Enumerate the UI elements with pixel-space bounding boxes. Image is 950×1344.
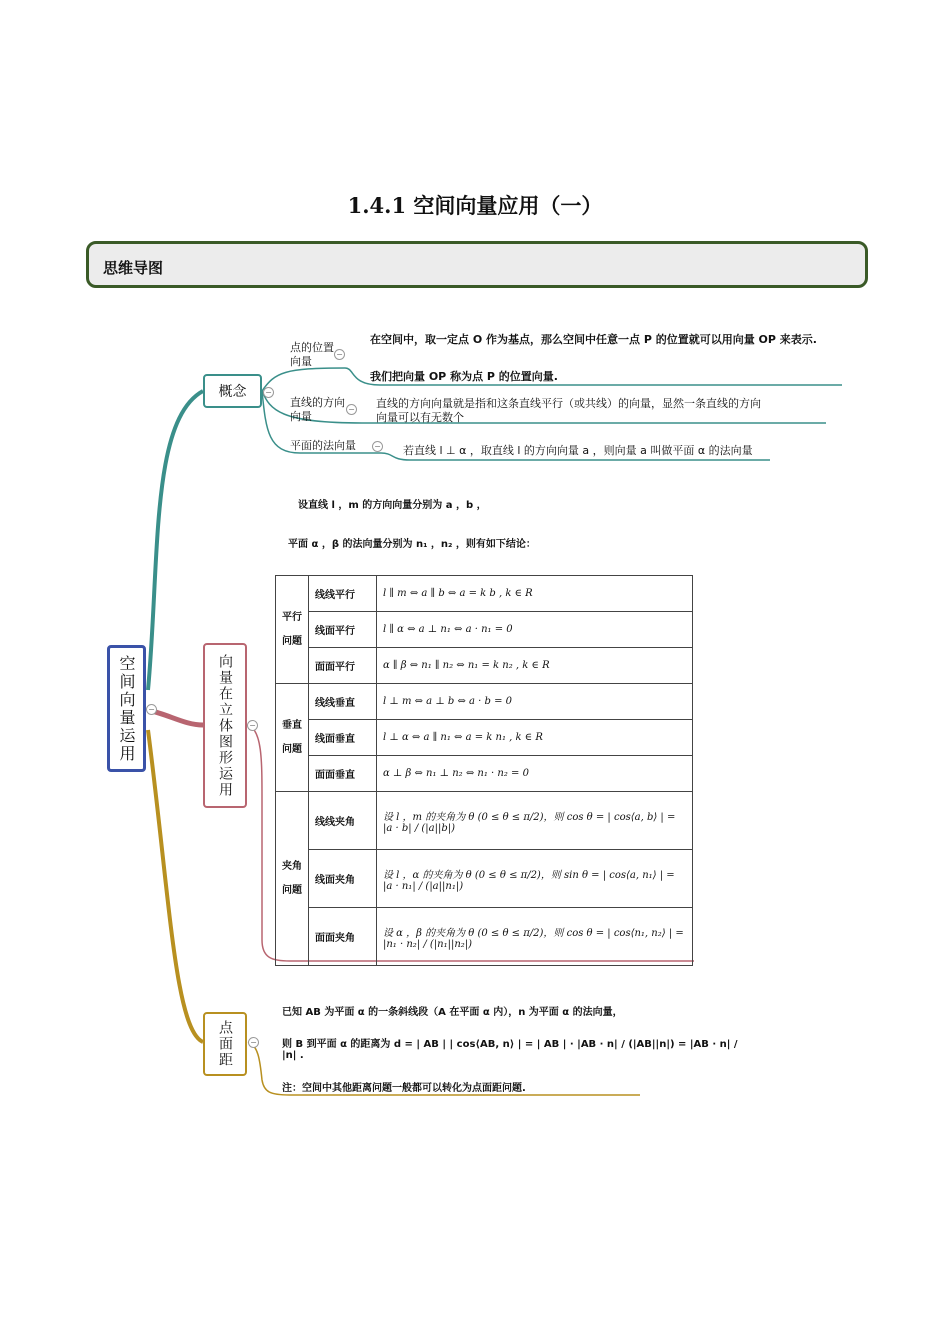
row-formula: 设 l ，m 的夹角为 θ (0 ≤ θ ≤ π/2)，则 cos θ = | cos⟨a, b⟩ | = |a · b| / (|a||b|): [377, 792, 693, 850]
concept-normal-line1: 若直线 l ⊥ α ，取直线 l 的方向向量 a ，则向量 a 叫做平面 α 的法向量: [403, 444, 753, 457]
table-row: [276, 612, 693, 648]
connector-root-concept: [148, 391, 203, 690]
row-name: 线面平行: [309, 612, 377, 648]
branch-application-label: 向量在立体图形运用: [217, 653, 233, 798]
concept-direction-line2: 向量可以有无数个: [376, 411, 464, 424]
category-angle: 夹角问题: [276, 792, 309, 966]
application-intro-1: 设直线 l ，m 的方向向量分别为 a ，b ，: [298, 500, 487, 511]
row-formula: l ∥ α ⇔ a ⊥ n₁ ⇔ a · n₁ = 0: [377, 612, 693, 648]
concept-position-label: 点的位置向量: [290, 341, 334, 368]
table-row: [276, 576, 693, 612]
distance-line-1: 已知 AB 为平面 α 的一条斜线段（A 在平面 α 内），n 为平面 α 的法向量，: [282, 1007, 623, 1018]
formula-table: [275, 575, 693, 966]
root-node[interactable]: [107, 645, 146, 772]
table-row: [276, 720, 693, 756]
table-row: [276, 684, 693, 720]
collapse-icon[interactable]: −: [346, 404, 357, 415]
branch-concept[interactable]: [203, 374, 262, 408]
category-perpendicular: 垂直问题: [276, 684, 309, 792]
concept-normal-label: 平面的法向量: [290, 439, 356, 452]
table-row: [276, 648, 693, 684]
root-node-label: 空间向量运用: [117, 654, 136, 763]
distance-line-2: 则 B 到平面 α 的距离为 d = | AB | | cos⟨AB, n⟩ | = | AB | · |AB · n| / (|AB||n|) = |AB · n| / |n| .: [282, 1039, 738, 1061]
row-formula: α ⊥ β ⇔ n₁ ⊥ n₂ ⇔ n₁ · n₂ = 0: [377, 756, 693, 792]
table-row: [276, 908, 693, 966]
row-name: 线线夹角: [309, 792, 377, 850]
page-title: 1.4.1 空间向量应用（一）: [347, 193, 603, 218]
collapse-icon[interactable]: −: [334, 349, 345, 360]
row-name: 线线垂直: [309, 684, 377, 720]
row-name: 线线平行: [309, 576, 377, 612]
branch-distance[interactable]: [203, 1012, 247, 1076]
row-formula: l ⊥ m ⇔ a ⊥ b ⇔ a · b = 0: [377, 684, 693, 720]
concept-direction-line1: 直线的方向向量就是指和这条直线平行（或共线）的向量，显然一条直线的方向: [376, 397, 761, 410]
concept-position-line2: 我们把向量 OP 称为点 P 的位置向量.: [370, 370, 558, 383]
section-banner-label: 思维导图: [103, 259, 164, 277]
branch-concept-label: 概念: [218, 384, 247, 400]
application-intro-2: 平面 α ，β 的法向量分别为 n₁ ，n₂ ，则有如下结论：: [288, 539, 536, 550]
branch-distance-label: 点面距: [217, 1020, 233, 1068]
row-formula: α ∥ β ⇔ n₁ ∥ n₂ ⇔ n₁ = k n₂ , k ∈ R: [377, 648, 693, 684]
row-name: 面面平行: [309, 648, 377, 684]
row-formula: 设 l ，α 的夹角为 θ (0 ≤ θ ≤ π/2)，则 sin θ = | cos⟨a, n₁⟩ | = |a · n₁| / (|a||n₁|): [377, 850, 693, 908]
row-formula: l ⊥ α ⇔ a ∥ n₁ ⇔ a = k n₁ , k ∈ R: [377, 720, 693, 756]
collapse-icon[interactable]: −: [248, 1037, 259, 1048]
collapse-icon[interactable]: −: [263, 387, 274, 398]
collapse-icon[interactable]: −: [247, 720, 258, 731]
branch-application[interactable]: [203, 643, 247, 808]
table-row: [276, 850, 693, 908]
concept-position-line1: 在空间中，取一定点 O 作为基点，那么空间中任意一点 P 的位置就可以用向量 OP 来表示.: [370, 333, 817, 346]
row-formula: 设 α ，β 的夹角为 θ (0 ≤ θ ≤ π/2)，则 cos θ = | cos⟨n₁, n₂⟩ | = |n₁ · n₂| / (|n₁||n₂|): [377, 908, 693, 966]
distance-note: 注：空间中其他距离问题一般都可以转化为点面距问题.: [282, 1083, 526, 1094]
collapse-icon[interactable]: −: [372, 441, 383, 452]
category-parallel: 平行问题: [276, 576, 309, 684]
row-name: 线面垂直: [309, 720, 377, 756]
row-formula: l ∥ m ⇔ a ∥ b ⇔ a = k b , k ∈ R: [377, 576, 693, 612]
table-row: [276, 756, 693, 792]
table-row: [276, 792, 693, 850]
row-name: 面面夹角: [309, 908, 377, 966]
collapse-icon[interactable]: −: [146, 704, 157, 715]
concept-direction-label: 直线的方向向量: [290, 396, 345, 423]
row-name: 线面夹角: [309, 850, 377, 908]
connector-root-distance: [148, 730, 203, 1042]
row-name: 面面垂直: [309, 756, 377, 792]
